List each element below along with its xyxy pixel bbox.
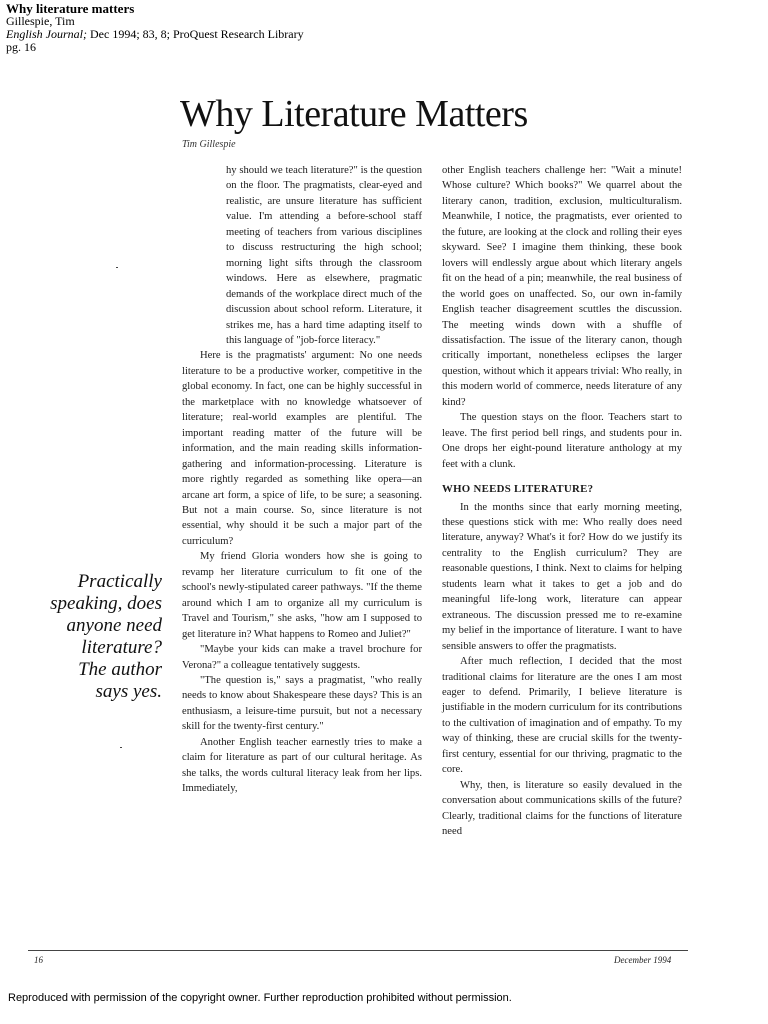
article-byline: Tim Gillespie: [182, 139, 236, 150]
article-title: Why Literature Matters: [180, 93, 528, 135]
citation-journal: English Journal;: [6, 27, 87, 41]
paragraph: hy should we teach literature?" is the question on the floor. The pragmatists, clear-eyed and realistic, are unsure literature has sufficient value. I'm attending a before-school staff meeting of teachers from various disciplines to discuss restructuring the high school; morning light sifts through the classroom windows. Here as elsewhere, pragmatic demands of the workplace direct much of the discussion about school reform. Literature, it strikes me, has a hard time adapting itself to this language of "job-force literacy.": [226, 165, 422, 346]
footer-rule: [28, 950, 688, 951]
citation-title: Why literature matters: [6, 1, 135, 16]
body-column-left: [182, 163, 422, 797]
page-number: 16: [34, 955, 43, 965]
permission-notice: Reproduced with permission of the copyright owner. Further reproduction prohibited without permission.: [8, 992, 512, 1004]
drop-cap: W: [181, 150, 244, 223]
section-heading: WHO NEEDS LITERATURE?: [442, 483, 594, 496]
pull-quote: Practically speaking, does anyone need literature? The author says yes.: [50, 571, 162, 702]
paragraph: Why, then, is literature so easily devalued in the conversation about communications skills of the future? Clearly, traditional claims for the functions of literature need: [442, 779, 682, 838]
paragraph: The question stays on the floor. Teachers start to leave. The first period bell rings, and students pour in. One drops her eight-pound literature anthology at my feet with a clunk.: [442, 412, 682, 470]
drop-cap-space: [182, 163, 226, 341]
paragraph: My friend Gloria wonders how she is going to revamp her literature curriculum to fit one of the school's newly-stipulated career pathways. "If the theme around which I am to organize all my curriculum is Travel and Tourism," she asks, "how am I supposed to get literature in? What happens to Romeo and Juliet?": [182, 551, 422, 640]
scan-speck: [120, 747, 122, 748]
citation-header: [6, 2, 304, 54]
citation-details: Dec 1994; 83, 8; ProQuest Research Library: [87, 27, 304, 41]
paragraph: "The question is," says a pragmatist, "who really needs to know about Shakespeare these days? This is an enthusiasm, a leisure-time pursuit, but not a necessary skill for the twenty-first century.": [182, 674, 422, 733]
citation-page: pg. 16: [6, 40, 36, 54]
paragraph: In the months since that early morning meeting, these questions stick with me: Who really does need literature, anyway? What's it for? How do we justify its centrality to the English curriculum? They are reasonable questions, I think. Next to claims for helping students learn what it takes to get a job and do meaningful life-long work, literature can appear extraneous. The discussion pressed me to re-examine my belief in the importance of literature. I want to have sensible answers to offer the pragmatists.: [442, 501, 682, 652]
paragraph: After much reflection, I decided that the most traditional claims for literature are the ones I am most eager to defend. Primarily, I believe literature is justifiable in the modern curriculum for its contributions to the cultivation of imagination and of empathy. To my way of thinking, these are crucial skills for the twenty-first century, essential for our thriving, pragmatic to the core.: [442, 656, 682, 776]
body-column-right: [442, 163, 682, 839]
paragraph: Here is the pragmatists' argument: No one needs literature to be a productive worker, competitive in the global economy. In fact, one can be highly successful in the marketplace with no knowledge whatsoever of literature; real-world examples are plentiful. The important reading matter of the future will be information, and the main reading skills information-gathering and information-processing. Literature is more rightly regarded as something like opera—an arcane art form, a spice of life, to be sure; a seasoning. But not a main course. So, since literature is not essential, why should it be such a major part of the curriculum?: [182, 350, 422, 547]
citation-author: Gillespie, Tim: [6, 14, 75, 28]
issue-date: December 1994: [614, 955, 672, 965]
paragraph: "Maybe your kids can make a travel brochure for Verona?" a colleague tentatively suggests.: [182, 644, 422, 671]
paragraph: other English teachers challenge her: "Wait a minute! Whose culture? Which books?" We quarrel about the literary canon, tradition, exclusion, multiculturalism. Meanwhile, I notice, the pragmatists, ever oriented to the future, are looking at the clock and rolling their eyes skyward. See? I imagine them thinking, these book lovers will endlessly argue about which literary angels fit on the head of a pin; meanwhile, the real business of the world goes on unaffected. So, our own in-family English teacher disagreement scuttles the discussion. The meeting winds down with a shuffle of dissatisfaction. The issue of the literary canon, though critically important, nonetheless eclipses the larger question, without which it appears trivial: Who really, in this modern world of commerce, needs literature of any kind?: [442, 165, 682, 408]
paragraph: Another English teacher earnestly tries to make a claim for literature as part of our cultural heritage. As she talks, the words cultural literacy leak from her lips. Immediately,: [182, 736, 422, 795]
citation-source: [6, 28, 304, 41]
scan-speck: [116, 267, 118, 268]
